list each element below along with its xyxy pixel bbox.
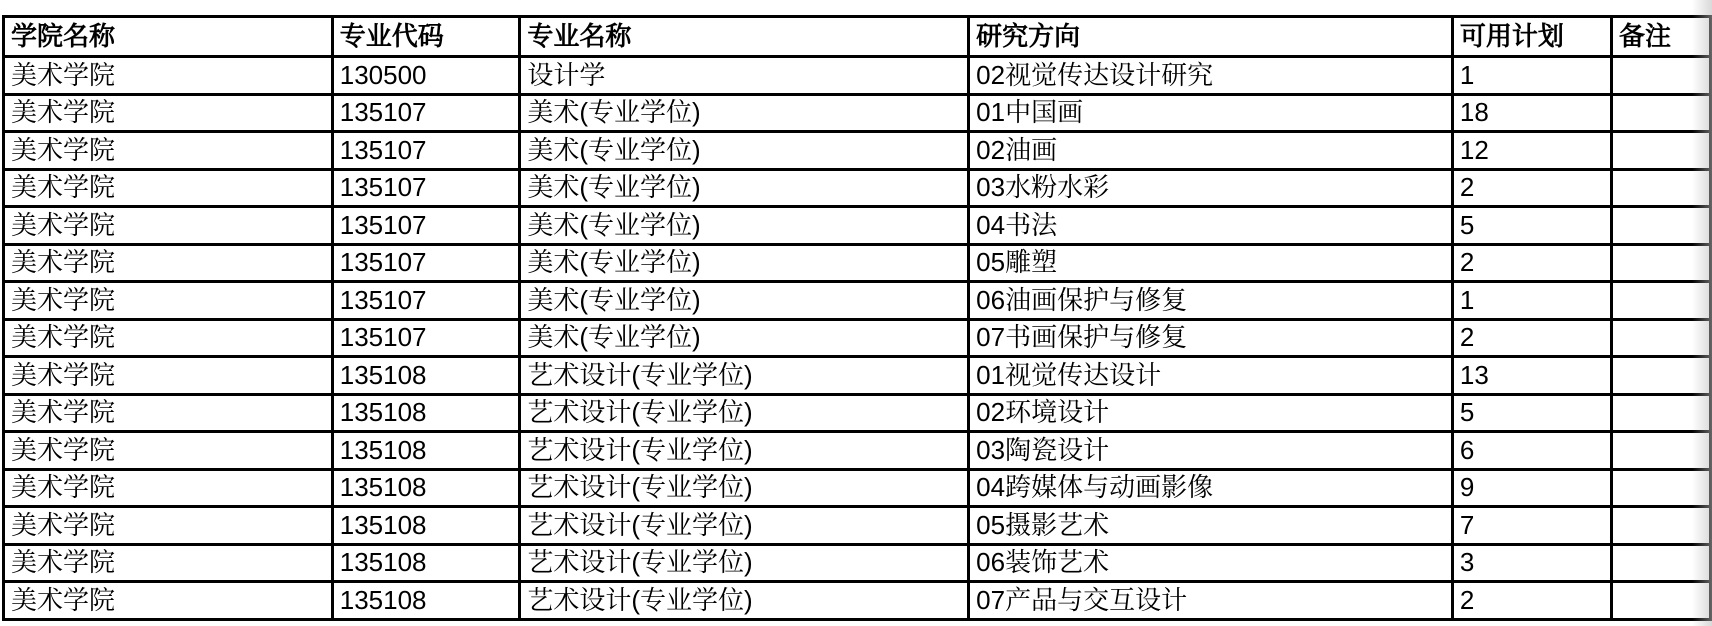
cell-major_name: 艺术设计(专业学位) [520, 357, 969, 395]
cell-major_code: 135107 [332, 169, 520, 207]
cell-major_name: 艺术设计(专业学位) [520, 469, 969, 507]
cell-available_plan: 6 [1452, 432, 1611, 470]
cell-college: 美术学院 [4, 244, 333, 282]
cell-available_plan: 13 [1452, 357, 1611, 395]
cell-college: 美术学院 [4, 282, 333, 320]
cell-available_plan: 12 [1452, 132, 1611, 170]
cell-research_direction: 02环境设计 [969, 394, 1453, 432]
cell-remarks [1612, 432, 1711, 470]
cell-major_name: 美术(专业学位) [520, 282, 969, 320]
table-row [4, 282, 1711, 320]
cell-available_plan: 5 [1452, 207, 1611, 245]
cell-research_direction: 06油画保护与修复 [969, 282, 1453, 320]
cell-remarks [1612, 507, 1711, 545]
cell-research_direction: 02视觉传达设计研究 [969, 57, 1453, 95]
cell-major_code: 135108 [332, 582, 520, 620]
column-header-available_plan: 可用计划 [1452, 17, 1611, 57]
cell-major_code: 135107 [332, 94, 520, 132]
cell-major_code: 135108 [332, 469, 520, 507]
cell-research_direction: 05雕塑 [969, 244, 1453, 282]
cell-remarks [1612, 282, 1711, 320]
cell-major_code: 135108 [332, 507, 520, 545]
cell-major_name: 艺术设计(专业学位) [520, 544, 969, 582]
table-row [4, 169, 1711, 207]
cell-available_plan: 7 [1452, 507, 1611, 545]
cell-major_name: 美术(专业学位) [520, 132, 969, 170]
table-row [4, 207, 1711, 245]
cell-available_plan: 2 [1452, 319, 1611, 357]
cell-college: 美术学院 [4, 94, 333, 132]
cell-major_name: 艺术设计(专业学位) [520, 507, 969, 545]
cell-research_direction: 04跨媒体与动画影像 [969, 469, 1453, 507]
cell-available_plan: 5 [1452, 394, 1611, 432]
cell-major_code: 135108 [332, 544, 520, 582]
cell-major_code: 135107 [332, 132, 520, 170]
cell-college: 美术学院 [4, 394, 333, 432]
column-header-major_name: 专业名称 [520, 17, 969, 57]
cell-major_name: 美术(专业学位) [520, 94, 969, 132]
cell-remarks [1612, 169, 1711, 207]
cell-research_direction: 01视觉传达设计 [969, 357, 1453, 395]
cell-research_direction: 03陶瓷设计 [969, 432, 1453, 470]
cell-major_name: 设计学 [520, 57, 969, 95]
cell-available_plan: 9 [1452, 469, 1611, 507]
cell-major_name: 艺术设计(专业学位) [520, 432, 969, 470]
cell-remarks [1612, 582, 1711, 620]
cell-college: 美术学院 [4, 357, 333, 395]
cell-research_direction: 05摄影艺术 [969, 507, 1453, 545]
column-header-research_direction: 研究方向 [969, 17, 1453, 57]
table-row [4, 319, 1711, 357]
cell-major_code: 130500 [332, 57, 520, 95]
cell-major_name: 美术(专业学位) [520, 244, 969, 282]
cell-remarks [1612, 244, 1711, 282]
cell-major_code: 135108 [332, 394, 520, 432]
cell-remarks [1612, 357, 1711, 395]
cell-remarks [1612, 469, 1711, 507]
cell-remarks [1612, 319, 1711, 357]
column-header-remarks: 备注 [1612, 17, 1711, 57]
cell-major_code: 135108 [332, 357, 520, 395]
cell-available_plan: 2 [1452, 582, 1611, 620]
table-row [4, 244, 1711, 282]
cell-available_plan: 2 [1452, 244, 1611, 282]
cell-remarks [1612, 207, 1711, 245]
cell-research_direction: 02油画 [969, 132, 1453, 170]
table-row [4, 394, 1711, 432]
cell-research_direction: 06装饰艺术 [969, 544, 1453, 582]
cell-college: 美术学院 [4, 507, 333, 545]
cell-research_direction: 07产品与交互设计 [969, 582, 1453, 620]
cell-research_direction: 01中国画 [969, 94, 1453, 132]
cell-remarks [1612, 132, 1711, 170]
cell-college: 美术学院 [4, 132, 333, 170]
cell-research_direction: 03水粉水彩 [969, 169, 1453, 207]
cell-major_code: 135108 [332, 432, 520, 470]
cell-available_plan: 1 [1452, 282, 1611, 320]
cell-major_code: 135107 [332, 319, 520, 357]
cell-available_plan: 3 [1452, 544, 1611, 582]
cell-major_name: 美术(专业学位) [520, 207, 969, 245]
cell-major_name: 艺术设计(专业学位) [520, 582, 969, 620]
cell-major_code: 135107 [332, 207, 520, 245]
table-row [4, 432, 1711, 470]
table-row [4, 357, 1711, 395]
cell-college: 美术学院 [4, 207, 333, 245]
cell-remarks [1612, 394, 1711, 432]
admission-plan-table [2, 15, 1712, 621]
table-row [4, 469, 1711, 507]
cell-research_direction: 07书画保护与修复 [969, 319, 1453, 357]
cell-college: 美术学院 [4, 169, 333, 207]
table-row [4, 132, 1711, 170]
table-row [4, 507, 1711, 545]
table-row [4, 57, 1711, 95]
cell-major_name: 艺术设计(专业学位) [520, 394, 969, 432]
cell-available_plan: 2 [1452, 169, 1611, 207]
cell-available_plan: 1 [1452, 57, 1611, 95]
cell-college: 美术学院 [4, 57, 333, 95]
table-body [4, 57, 1711, 620]
table-row [4, 94, 1711, 132]
table-header [4, 17, 1711, 57]
column-header-college: 学院名称 [4, 17, 333, 57]
cell-major_name: 美术(专业学位) [520, 169, 969, 207]
cell-major_name: 美术(专业学位) [520, 319, 969, 357]
cell-remarks [1612, 94, 1711, 132]
cell-available_plan: 18 [1452, 94, 1611, 132]
cell-college: 美术学院 [4, 469, 333, 507]
column-header-major_code: 专业代码 [332, 17, 520, 57]
cell-college: 美术学院 [4, 432, 333, 470]
cell-remarks [1612, 544, 1711, 582]
cell-major_code: 135107 [332, 282, 520, 320]
cell-research_direction: 04书法 [969, 207, 1453, 245]
header-row [4, 17, 1711, 57]
cell-college: 美术学院 [4, 544, 333, 582]
cell-college: 美术学院 [4, 319, 333, 357]
cell-major_code: 135107 [332, 244, 520, 282]
table-row [4, 582, 1711, 620]
cell-college: 美术学院 [4, 582, 333, 620]
table-row [4, 544, 1711, 582]
cell-remarks [1612, 57, 1711, 95]
